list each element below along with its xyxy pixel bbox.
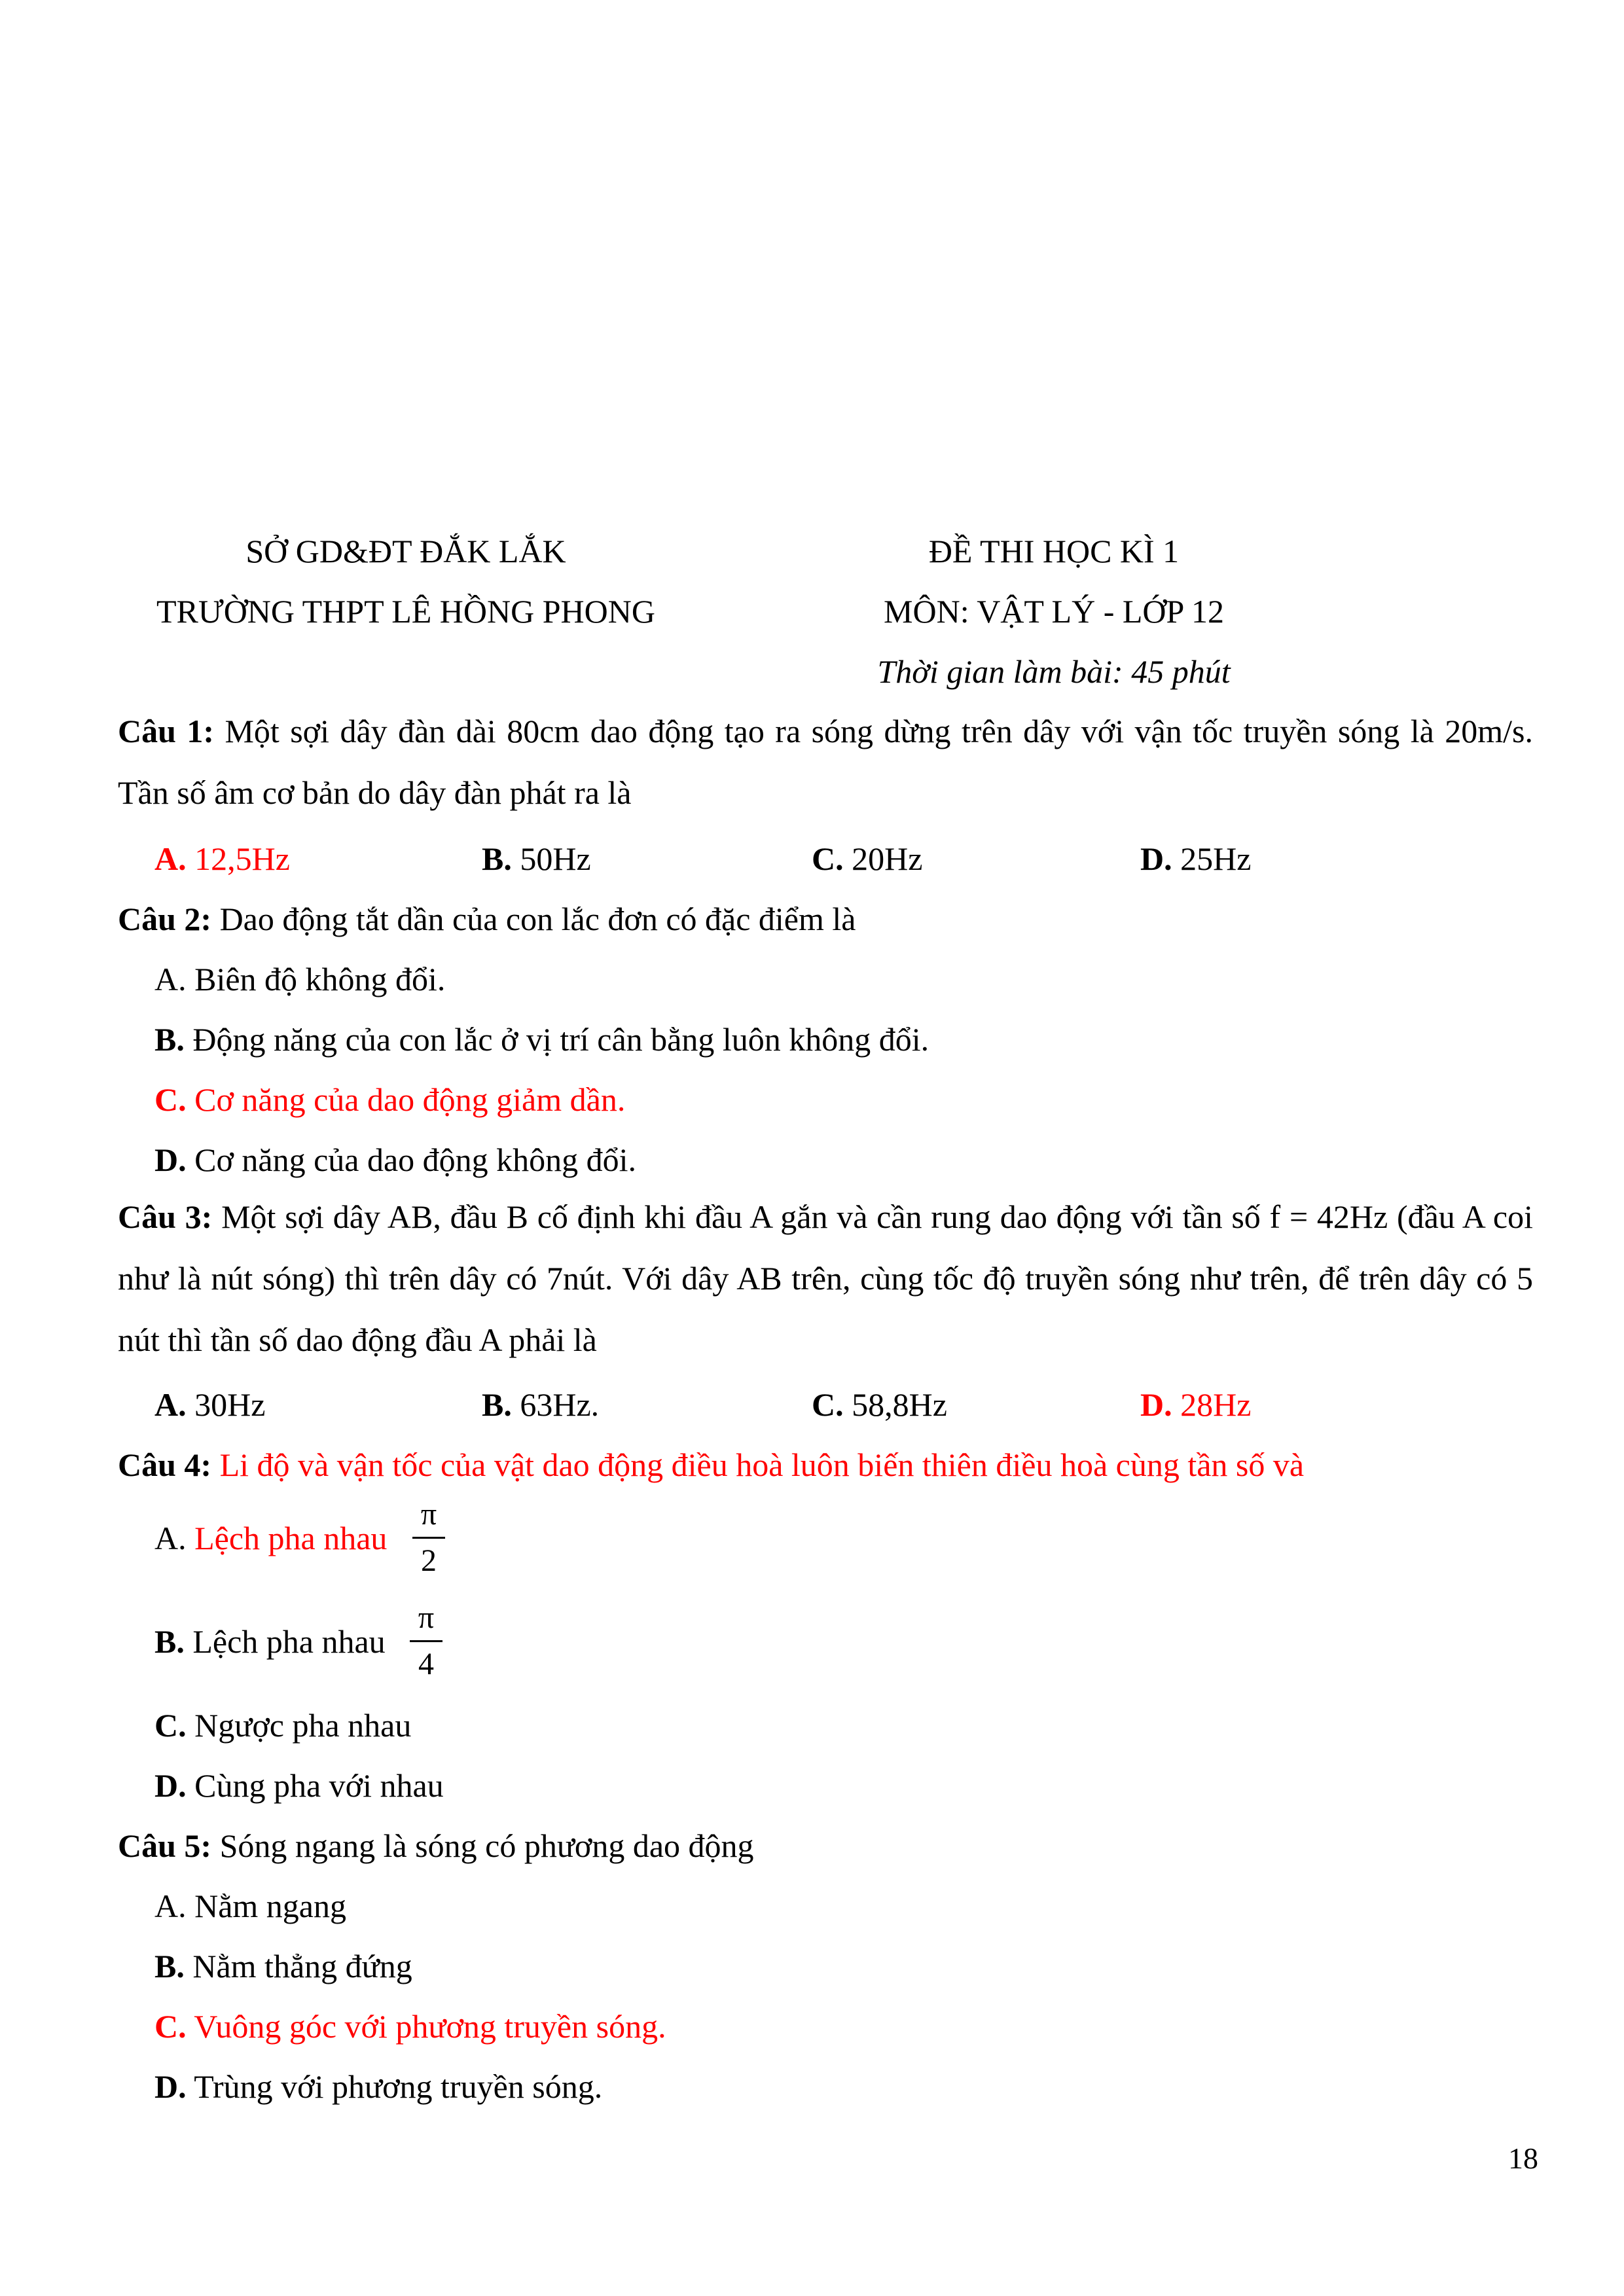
q4-option-d: D. Cùng pha với nhau xyxy=(154,1767,444,1804)
subject-line: MÔN: VẬT LÝ - LỚP 12 xyxy=(884,593,1224,630)
q3-option-a: A. 30Hz xyxy=(154,1386,266,1423)
q5-option-d: D. Trùng với phương truyền sóng. xyxy=(154,2068,603,2105)
q5-option-c: C. Vuông góc với phương truyền sóng. xyxy=(154,2008,666,2045)
question-2 xyxy=(118,899,856,939)
fraction-bar xyxy=(412,1537,445,1539)
question-1 xyxy=(118,700,1533,823)
q4-a-denominator: 2 xyxy=(421,1543,437,1578)
q4-a-numerator: π xyxy=(420,1497,437,1532)
page-number: 18 xyxy=(1508,2142,1538,2175)
question-1-text: Một sợi dây đàn dài 80cm dao động tạo ra sóng dừng trên dây với vận tốc truyền sóng là 20m/s. Tần số âm cơ bản do dây đàn phát ra là xyxy=(118,713,1533,811)
q4-option-b: B. Lệch pha nhau xyxy=(154,1623,386,1660)
question-2-text: Dao động tắt dần của con lắc đơn có đặc điểm là xyxy=(219,901,856,937)
time-limit: Thời gian làm bài: 45 phút xyxy=(877,653,1231,690)
fraction-bar xyxy=(410,1640,442,1642)
question-4 xyxy=(118,1445,1304,1484)
q4-b-fraction xyxy=(410,1598,442,1684)
question-3 xyxy=(118,1186,1533,1371)
question-3-text: Một sợi dây AB, đầu B cố định khi đầu A gắn và cần rung dao động với tần số f = 42Hz (đầu A coi như là nút sóng) thì trên dây có 7nút. Với dây AB trên, cùng tốc độ truyền sóng như trên, để trên dây có 5 nút thì tần số dao động đầu A phải là xyxy=(118,1198,1533,1358)
q1-option-d: D. 25Hz xyxy=(1140,840,1252,877)
question-4-label: Câu 4: xyxy=(118,1446,212,1483)
q4-b-denominator: 4 xyxy=(418,1647,434,1681)
question-1-label: Câu 1: xyxy=(118,713,214,749)
q3-option-c: C. 58,8Hz xyxy=(812,1386,947,1423)
q3-option-d: D. 28Hz xyxy=(1140,1386,1252,1423)
q5-option-a: A. Nằm ngang xyxy=(154,1888,346,1924)
q2-option-a: A. Biên độ không đổi. xyxy=(154,961,446,997)
q1-option-c: C. 20Hz xyxy=(812,840,923,877)
exam-title: ĐỀ THI HỌC KÌ 1 xyxy=(928,533,1180,569)
q1-option-a: A. 12,5Hz xyxy=(154,840,290,877)
q3-option-b: B. 63Hz. xyxy=(482,1386,600,1423)
q1-option-b: B. 50Hz xyxy=(482,840,591,877)
question-5-text: Sóng ngang là sóng có phương dao động xyxy=(219,1827,754,1864)
question-3-label: Câu 3: xyxy=(118,1198,213,1235)
question-4-text: Li độ và vận tốc của vật dao động điều hoà luôn biến thiên điều hoà cùng tần số và xyxy=(219,1446,1305,1483)
q5-option-b: B. Nằm thẳng đứng xyxy=(154,1948,412,1984)
question-5-label: Câu 5: xyxy=(118,1827,212,1864)
q4-option-c: C. Ngược pha nhau xyxy=(154,1707,412,1744)
q2-option-d: D. Cơ năng của dao động không đổi. xyxy=(154,1141,637,1178)
department-name: SỞ GD&ĐT ĐẮK LẮK xyxy=(245,533,566,569)
question-5 xyxy=(118,1826,754,1865)
q4-a-fraction xyxy=(412,1495,445,1581)
question-2-label: Câu 2: xyxy=(118,901,212,937)
q2-option-b: B. Động năng của con lắc ở vị trí cân bằng luôn không đổi. xyxy=(154,1021,929,1058)
q4-option-a: A. Lệch pha nhau xyxy=(154,1520,388,1556)
q2-option-c: C. Cơ năng của dao động giảm dần. xyxy=(154,1081,626,1118)
school-name: TRƯỜNG THPT LÊ HỒNG PHONG xyxy=(156,593,655,630)
q4-b-numerator: π xyxy=(418,1600,435,1635)
